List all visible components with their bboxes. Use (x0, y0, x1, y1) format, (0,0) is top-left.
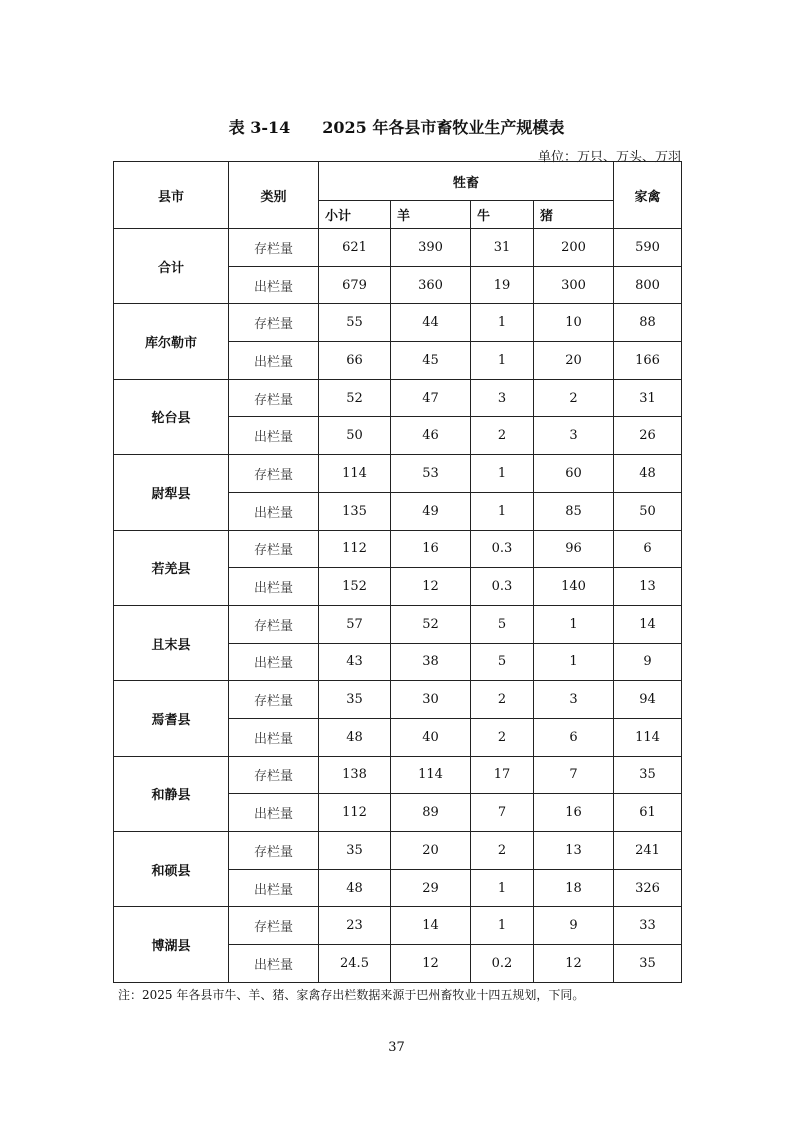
pig-cell: 1 (534, 643, 614, 681)
poultry-cell: 326 (614, 869, 682, 907)
county-cell: 且末县 (114, 605, 229, 680)
cattle-cell: 3 (471, 379, 534, 417)
cattle-cell: 1 (471, 907, 534, 945)
pig-cell: 7 (534, 756, 614, 794)
county-cell: 和硕县 (114, 832, 229, 907)
subtotal-cell: 112 (319, 530, 391, 568)
poultry-cell: 6 (614, 530, 682, 568)
pig-cell: 140 (534, 568, 614, 606)
pig-cell: 10 (534, 304, 614, 342)
cattle-cell: 1 (471, 342, 534, 380)
category-cell: 出栏量 (229, 794, 319, 832)
pig-cell: 12 (534, 945, 614, 983)
poultry-cell: 800 (614, 266, 682, 304)
header-subtotal: 小计 (319, 201, 391, 229)
category-cell: 存栏量 (229, 907, 319, 945)
pig-cell: 60 (534, 455, 614, 493)
category-cell: 存栏量 (229, 379, 319, 417)
livestock-scale-table (113, 161, 682, 983)
poultry-cell: 31 (614, 379, 682, 417)
poultry-cell: 88 (614, 304, 682, 342)
county-cell: 博湖县 (114, 907, 229, 982)
poultry-cell: 166 (614, 342, 682, 380)
cattle-cell: 1 (471, 869, 534, 907)
pig-cell: 96 (534, 530, 614, 568)
poultry-cell: 33 (614, 907, 682, 945)
pig-cell: 2 (534, 379, 614, 417)
category-cell: 存栏量 (229, 455, 319, 493)
category-cell: 出栏量 (229, 869, 319, 907)
sheep-cell: 12 (391, 945, 471, 983)
county-cell: 和静县 (114, 756, 229, 831)
poultry-cell: 48 (614, 455, 682, 493)
sheep-cell: 53 (391, 455, 471, 493)
subtotal-cell: 114 (319, 455, 391, 493)
pig-cell: 200 (534, 229, 614, 267)
category-cell: 出栏量 (229, 417, 319, 455)
pig-cell: 9 (534, 907, 614, 945)
sheep-cell: 12 (391, 568, 471, 606)
pig-cell: 85 (534, 492, 614, 530)
subtotal-cell: 35 (319, 832, 391, 870)
table-title: 表 3-14 2025 年各县市畜牧业生产规模表 (228, 118, 565, 137)
page-number: 37 (388, 1040, 405, 1055)
poultry-cell: 26 (614, 417, 682, 455)
cattle-cell: 0.2 (471, 945, 534, 983)
sheep-cell: 52 (391, 605, 471, 643)
subtotal-cell: 679 (319, 266, 391, 304)
category-cell: 存栏量 (229, 756, 319, 794)
subtotal-cell: 48 (319, 718, 391, 756)
county-cell: 合计 (114, 229, 229, 304)
poultry-cell: 35 (614, 945, 682, 983)
sheep-cell: 44 (391, 304, 471, 342)
header-pig: 猪 (534, 201, 614, 229)
sheep-cell: 16 (391, 530, 471, 568)
pig-cell: 3 (534, 681, 614, 719)
category-cell: 出栏量 (229, 568, 319, 606)
category-cell: 出栏量 (229, 266, 319, 304)
sheep-cell: 14 (391, 907, 471, 945)
category-cell: 存栏量 (229, 229, 319, 267)
cattle-cell: 17 (471, 756, 534, 794)
poultry-cell: 50 (614, 492, 682, 530)
sheep-cell: 30 (391, 681, 471, 719)
cattle-cell: 2 (471, 417, 534, 455)
sheep-cell: 89 (391, 794, 471, 832)
cattle-cell: 5 (471, 643, 534, 681)
cattle-cell: 31 (471, 229, 534, 267)
category-cell: 出栏量 (229, 492, 319, 530)
table-row (114, 756, 682, 794)
county-cell: 若羌县 (114, 530, 229, 605)
subtotal-cell: 57 (319, 605, 391, 643)
sheep-cell: 45 (391, 342, 471, 380)
sheep-cell: 114 (391, 756, 471, 794)
sheep-cell: 390 (391, 229, 471, 267)
table-row (114, 455, 682, 493)
cattle-cell: 2 (471, 832, 534, 870)
subtotal-cell: 24.5 (319, 945, 391, 983)
cattle-cell: 5 (471, 605, 534, 643)
pig-cell: 16 (534, 794, 614, 832)
pig-cell: 300 (534, 266, 614, 304)
cattle-cell: 2 (471, 681, 534, 719)
table-row (114, 832, 682, 870)
header-poultry: 家禽 (614, 162, 682, 229)
subtotal-cell: 52 (319, 379, 391, 417)
subtotal-cell: 43 (319, 643, 391, 681)
sheep-cell: 46 (391, 417, 471, 455)
cattle-cell: 0.3 (471, 530, 534, 568)
category-cell: 出栏量 (229, 718, 319, 756)
subtotal-cell: 35 (319, 681, 391, 719)
table-row (114, 229, 682, 267)
category-cell: 出栏量 (229, 643, 319, 681)
cattle-cell: 1 (471, 492, 534, 530)
table-body (114, 229, 682, 983)
table-row (114, 530, 682, 568)
subtotal-cell: 621 (319, 229, 391, 267)
table-row (114, 907, 682, 945)
county-cell: 库尔勒市 (114, 304, 229, 379)
pig-cell: 6 (534, 718, 614, 756)
county-cell: 焉耆县 (114, 681, 229, 756)
cattle-cell: 1 (471, 455, 534, 493)
county-cell: 轮台县 (114, 379, 229, 454)
poultry-cell: 590 (614, 229, 682, 267)
table-row (114, 304, 682, 342)
subtotal-cell: 138 (319, 756, 391, 794)
poultry-cell: 241 (614, 832, 682, 870)
cattle-cell: 2 (471, 718, 534, 756)
sheep-cell: 20 (391, 832, 471, 870)
sheep-cell: 38 (391, 643, 471, 681)
pig-cell: 13 (534, 832, 614, 870)
header-sheep: 羊 (391, 201, 471, 229)
cattle-cell: 1 (471, 304, 534, 342)
county-cell: 尉犁县 (114, 455, 229, 530)
category-cell: 出栏量 (229, 945, 319, 983)
category-cell: 存栏量 (229, 530, 319, 568)
subtotal-cell: 135 (319, 492, 391, 530)
sheep-cell: 40 (391, 718, 471, 756)
category-cell: 出栏量 (229, 342, 319, 380)
cattle-cell: 19 (471, 266, 534, 304)
category-cell: 存栏量 (229, 681, 319, 719)
subtotal-cell: 23 (319, 907, 391, 945)
poultry-cell: 61 (614, 794, 682, 832)
header-category: 类别 (229, 162, 319, 229)
table-row (114, 681, 682, 719)
pig-cell: 18 (534, 869, 614, 907)
sheep-cell: 360 (391, 266, 471, 304)
pig-cell: 20 (534, 342, 614, 380)
poultry-cell: 35 (614, 756, 682, 794)
category-cell: 存栏量 (229, 304, 319, 342)
header-county: 县市 (114, 162, 229, 229)
subtotal-cell: 55 (319, 304, 391, 342)
poultry-cell: 94 (614, 681, 682, 719)
table-note: 注：2025 年各县市牛、羊、猪、家禽存出栏数据来源于巴州畜牧业十四五规划，下同。 (118, 988, 585, 1002)
table-row (114, 605, 682, 643)
subtotal-cell: 50 (319, 417, 391, 455)
poultry-cell: 114 (614, 718, 682, 756)
cattle-cell: 0.3 (471, 568, 534, 606)
subtotal-cell: 152 (319, 568, 391, 606)
poultry-cell: 13 (614, 568, 682, 606)
unit-label: 单位：万只、万头、万羽 (537, 150, 681, 165)
pig-cell: 3 (534, 417, 614, 455)
header-cattle: 牛 (471, 201, 534, 229)
category-cell: 存栏量 (229, 832, 319, 870)
subtotal-cell: 48 (319, 869, 391, 907)
sheep-cell: 47 (391, 379, 471, 417)
sheep-cell: 49 (391, 492, 471, 530)
subtotal-cell: 66 (319, 342, 391, 380)
sheep-cell: 29 (391, 869, 471, 907)
header-livestock: 牲畜 (319, 162, 614, 201)
cattle-cell: 7 (471, 794, 534, 832)
table-row (114, 379, 682, 417)
pig-cell: 1 (534, 605, 614, 643)
category-cell: 存栏量 (229, 605, 319, 643)
subtotal-cell: 112 (319, 794, 391, 832)
poultry-cell: 14 (614, 605, 682, 643)
poultry-cell: 9 (614, 643, 682, 681)
